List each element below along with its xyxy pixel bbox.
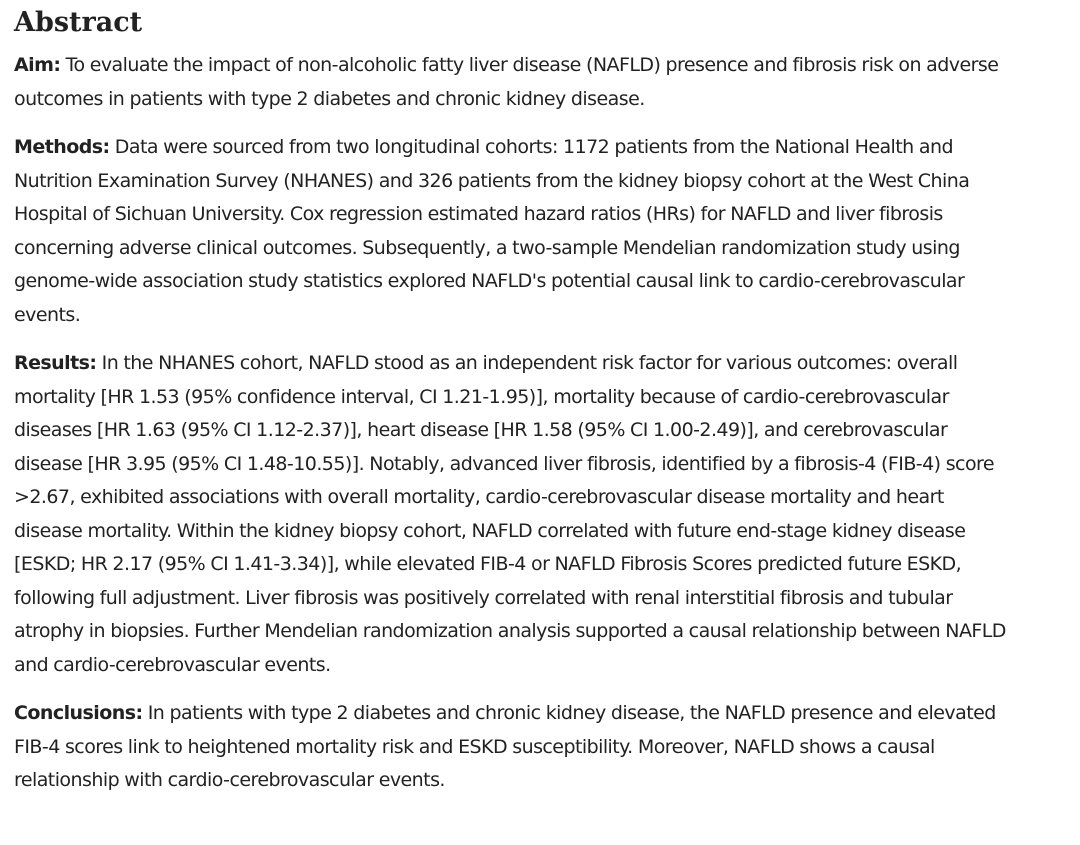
methods-text: Data were sourced from two longitudinal cohorts: 1172 patients from the National Health and Nutrition Examination Survey (NHANES) and 326 patients from the kidney biopsy cohort at the West China Hospital of Sichuan University. Cox regression estimated hazard ratios (HRs) for NAFLD and liver fibrosis concerning adverse clinical outcomes. Subsequently, a two-sample Mendelian randomization study using genome-wide association study statistics explored NAFLD's potential causal link to cardio-cerebrovascular events. xyxy=(14,136,970,326)
methods-section xyxy=(14,131,1014,332)
conclusions-label: Conclusions: xyxy=(14,702,143,724)
abstract-heading: Abstract xyxy=(14,7,143,38)
aim-section xyxy=(14,49,1014,116)
conclusions-section xyxy=(14,697,1014,798)
aim-label: Aim: xyxy=(14,54,61,76)
results-label: Results: xyxy=(14,352,97,374)
results-section xyxy=(14,347,1014,682)
abstract xyxy=(14,0,1014,813)
aim-text: To evaluate the impact of non-alcoholic fatty liver disease (NAFLD) presence and fibrosis risk on adverse outcomes in patients with type 2 diabetes and chronic kidney disease. xyxy=(14,54,999,110)
conclusions-text: In patients with type 2 diabetes and chronic kidney disease, the NAFLD presence and elevated FIB-4 scores link to heightened mortality risk and ESKD susceptibility. Moreover, NAFLD shows a causal relationship with cardio-cerebrovascular events. xyxy=(14,702,996,791)
results-text: In the NHANES cohort, NAFLD stood as an independent risk factor for various outcomes: overall mortality [HR 1.53 (95% confidence interval, CI 1.21-1.95)], mortality because of cardio-cerebrovascular diseases [HR 1.63 (95% CI 1.12-2.37)], heart disease [HR 1.58 (95% CI 1.00-2.49)], and cerebrovascular disease [HR 3.95 (95% CI 1.48-10.55)]. Notably, advanced liver fibrosis, identified by a fibrosis-4 (FIB-4) score >2.67, exhibited associations with overall mortality, cardio-cerebrovascular disease mortality and heart disease mortality. Within the kidney biopsy cohort, NAFLD correlated with future end-stage kidney disease [ESKD; HR 2.17 (95% CI 1.41-3.34)], while elevated FIB-4 or NAFLD Fibrosis Scores predicted future ESKD, following full adjustment. Liver fibrosis was positively correlated with renal interstitial fibrosis and tubular atrophy in biopsies. Further Mendelian randomization analysis supported a causal relationship between NAFLD and cardio-cerebrovascular events. xyxy=(14,352,1006,676)
methods-label: Methods: xyxy=(14,136,110,158)
